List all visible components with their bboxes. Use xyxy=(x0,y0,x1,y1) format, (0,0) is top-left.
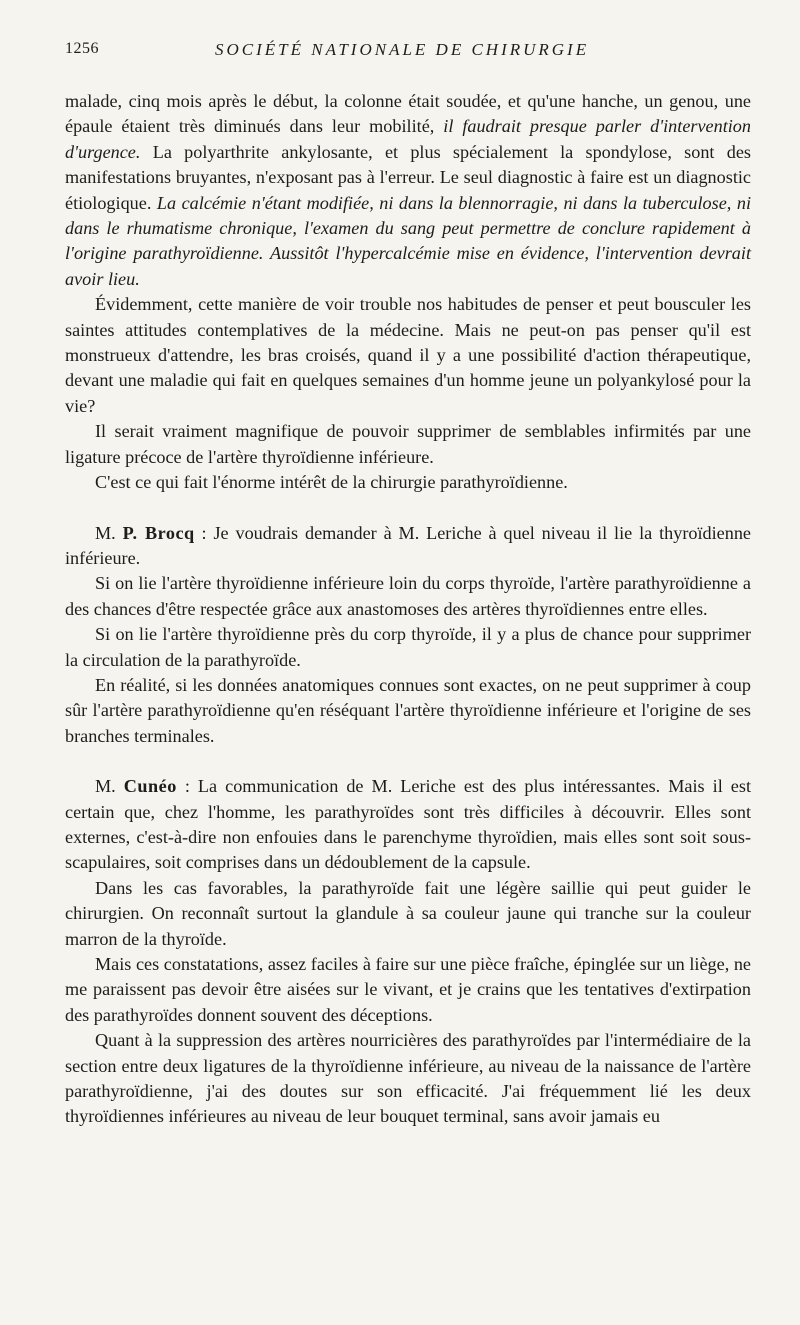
speaker-prefix: M. xyxy=(95,522,123,543)
speaker-name: Cunéo xyxy=(123,776,177,797)
body-text xyxy=(65,89,751,1130)
page-header xyxy=(65,40,735,66)
text-run: : La communication de M. Leriche est des plus intéressantes. Mais il est certain que, chez l'homme, les parathyroïdes sont très difficiles à découvrir. Elles sont externes, c'est-à-dire non enfouies dans le parenchyme thyroïdien, mais elles sont soit sous-scapulaires, soit comprises dans un dédoublement de la capsule. xyxy=(65,776,752,873)
text-run: La polyarthrite ankylosante, et plus spécialement la spondylose, sont des manifestations bruyantes, n'exposant pas à l'erreur. Le seul diagnostic à faire est un diagnostic étiologique. xyxy=(65,141,751,213)
paragraph: Il serait vraiment magnifique de pouvoir supprimer de semblables infirmités par une ligature précoce de l'artère thyroïdienne inférieure. xyxy=(65,421,751,467)
text-run: : Je voudrais demander à M. Leriche à quel niveau il lie la thyroïdienne inférieure. xyxy=(65,522,752,568)
paragraph: En réalité, si les données anatomiques connues sont exactes, on ne peut supprimer à coup sûr l'artère parathyroïdienne qu'en réséquant l'artère thyroïdienne inférieure et l'origine de ses branches terminales. xyxy=(65,674,751,746)
speaker-paragraph-brocq xyxy=(65,521,751,572)
paragraph-leriche-continuation xyxy=(65,89,751,292)
page-number: 1256 xyxy=(65,40,99,57)
speaker-prefix: M. xyxy=(95,776,124,797)
paragraph: Évidemment, cette manière de voir trouble nos habitudes de penser et peut bousculer les saintes attitudes contemplatives de la médecine. Mais ne peut-on pas penser qu'il est monstrueux d'attendre, les bras croisés, quand il y a une possibilité d'action thérapeutique, devant une maladie qui fait en quelques semaines d'un homme jeune un polyankylosé pour la vie? xyxy=(65,294,751,416)
text-run: malade, cinq mois après le début, la colonne était soudée, et qu'une hanche, un genou, une épaule étaient très diminués dans leur mobilité, xyxy=(65,91,751,137)
speaker-name: P. Brocq xyxy=(122,522,195,543)
paragraph: Dans les cas favorables, la parathyroïde fait une légère saillie qui peut guider le chirurgien. On reconnaît surtout la glandule à sa couleur jaune qui tranche sur la couleur marron de la thyroïde. xyxy=(65,877,751,949)
running-title: SOCIÉTÉ NATIONALE DE CHIRURGIE xyxy=(215,40,590,59)
speaker-paragraph-cuneo xyxy=(65,774,751,876)
paragraph: Si on lie l'artère thyroïdienne près du corp thyroïde, il y a plus de chance pour supprimer la circulation de la parathyroïde. xyxy=(65,624,751,670)
paragraph: Quant à la suppression des artères nourricières des parathyroïdes par l'intermédiaire de la section entre deux ligatures de la thyroïdienne inférieure, au niveau de la naissance de l'artère parathyroïdienne, j'ai des doutes sur son efficacité. J'ai fréquemment lié les deux thyroïdiennes inférieures au niveau de leur bouquet terminal, sans avoir jamais eu xyxy=(65,1030,751,1127)
italic-run: La calcémie n'étant modifiée, ni dans la blennorragie, ni dans la tuberculose, ni dans le rhumatisme chronique, l'examen du sang peut permettre de conclure rapidement à l'origine parathyroïdienne. Aussitôt l'hypercalcémie mise en évidence, l'intervention devrait avoir lieu. xyxy=(65,192,751,289)
paragraph: Mais ces constatations, assez faciles à faire sur une pièce fraîche, épinglée sur un liège, ne me paraissent pas devoir être aisées sur le vivant, et je crains que les tentatives d'extirpation des parathyroïdes donnent souvent des déceptions. xyxy=(65,954,751,1025)
paragraph: C'est ce qui fait l'énorme intérêt de la chirurgie parathyroïdienne. xyxy=(95,472,568,493)
italic-run: il faudrait presque parler d'intervention d'urgence. xyxy=(65,116,751,162)
paragraph: Si on lie l'artère thyroïdienne inférieure loin du corps thyroïde, l'artère parathyroïdienne a des chances d'être respectée grâce aux anastomoses des artères thyroïdiennes entre elles. xyxy=(65,573,751,619)
